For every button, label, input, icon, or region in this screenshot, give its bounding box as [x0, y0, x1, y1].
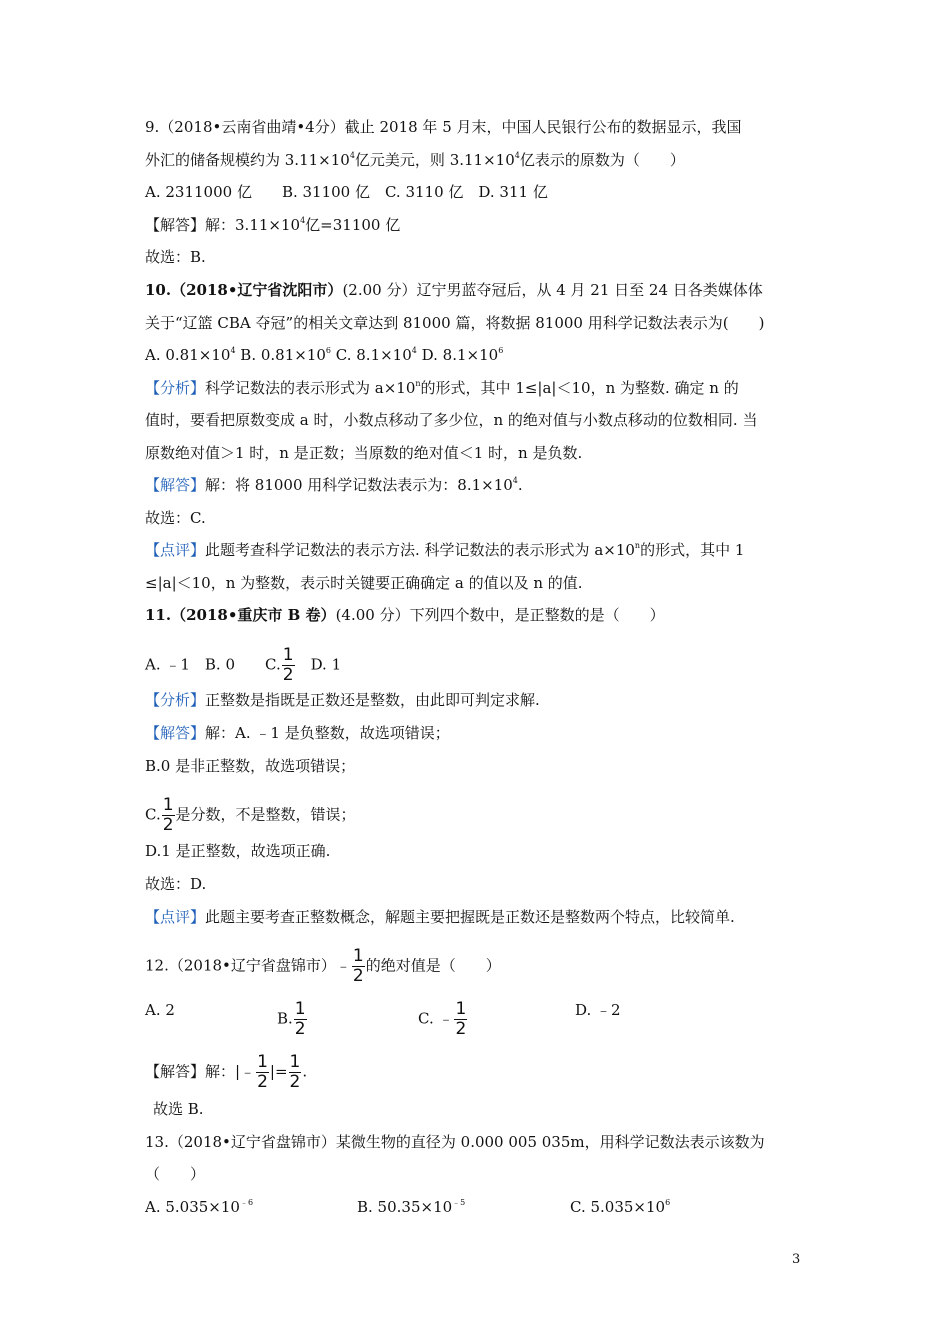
comment-tag: 【点评】: [145, 908, 206, 926]
comment-tag: 【点评】: [145, 541, 206, 559]
q10-stem-line1: 10.（2018•辽宁省沈阳市）(2.00 分）辽宁男蓝夺冠后，从 4 月 21 日至 24 日各类媒体体: [145, 281, 763, 299]
q12-option-b: B. $\frac{1}{2}$: [277, 999, 306, 1039]
q12-options: [145, 999, 810, 1039]
analysis-tag: 【分析】: [145, 379, 206, 397]
q9-stem-line2: 外汇的储备规模约为 $3.11\times 10^4$亿元美元，则 $3.11\times 10^4$亿表示的原数为（ ）: [145, 151, 685, 169]
fraction-one-half: $\frac{1}{2}$: [352, 946, 364, 986]
fraction-one-half: $\frac{1}{2}$: [282, 645, 294, 685]
q11-stem: 11.（2018•重庆市 B 卷）(4.00 分）下列四个数中，是正整数的是（ ）: [145, 606, 665, 624]
fraction-one-half: $\frac{1}{2}$: [162, 795, 174, 835]
fraction-one-half: $\frac{1}{2}$: [455, 999, 467, 1039]
q13-option-c: C. $5.035\times 10^6$: [570, 1198, 671, 1216]
q10-comment-line1: 【点评】此题考查科学记数法的表示方法. 科学记数法的表示形式为 $a\times 10^n$的形式，其中 1: [145, 541, 745, 559]
q12-option-a: A. 2: [145, 1001, 175, 1019]
q11-comment: 【点评】此题主要考查正整数概念，解题主要把握既是正数还是整数两个特点，比较简单.: [145, 908, 735, 926]
q9-choice: 故选：B.: [145, 248, 206, 266]
q9-stem-line1: 9.（2018•云南省曲靖•4分）截止 2018 年 5 月末，中国人民银行公布的数据显示，我国: [145, 118, 742, 136]
page-number: 3: [792, 1252, 801, 1267]
q10-analysis-line1: 【分析】科学记数法的表示形式为 $a\times 10^n$的形式，其中 1≤|a|＜10，n 为整数. 确定 n 的: [145, 379, 739, 397]
q12-option-d: D. ﹣2: [575, 1001, 621, 1019]
q12-stem: 12.（2018•辽宁省盘锦市）﹣ $\frac{1}{2}$ 的绝对值是（ ）: [145, 946, 501, 986]
q12-option-c: C. ﹣ $\frac{1}{2}$: [418, 999, 467, 1039]
q13-option-a: A. $5.035\times 10^{﹣6}$: [145, 1198, 254, 1216]
q12-answer: 【解答】解：|﹣ $\frac{1}{2}$ |= $\frac{1}{2}$ .: [145, 1052, 308, 1092]
q11-line-d: D.1 是正整数，故选项正确.: [145, 842, 331, 860]
q10-options: A. $0.81\times 10^4$ B. $0.81\times 10^6$ C. $8.1\times 10^4$ D. $8.1\times 10^6$: [145, 346, 504, 364]
q13-options: [145, 1197, 810, 1217]
q13-stem-line2: （ ）: [145, 1165, 206, 1183]
q12-choice: 故选 B.: [153, 1100, 204, 1118]
q9-options: A. 2311000 亿 B. 31100 亿 C. 3110 亿 D. 311 亿: [145, 183, 548, 201]
q11-line-c: C. $\frac{1}{2}$ 是分数，不是整数，错误；: [145, 795, 356, 835]
q10-analysis-line2: 值时，要看把原数变成 a 时，小数点移动了多少位，n 的绝对值与小数点移动的位数相同. 当: [145, 411, 758, 429]
q10-analysis-line3: 原数绝对值＞1 时，n 是正数；当原数的绝对值＜1 时，n 是负数.: [145, 444, 583, 462]
fraction-one-half: $\frac{1}{2}$: [289, 1052, 301, 1092]
fraction-one-half: $\frac{1}{2}$: [294, 999, 306, 1039]
q11-analysis: 【分析】正整数是指既是正数还是整数，由此即可判定求解.: [145, 691, 540, 709]
q10-stem-line2: 关于“辽篮 CBA 夺冠”的相关文章达到 81000 篇，将数据 81000 用科学记数法表示为( ): [145, 314, 765, 332]
q9-answer: 【解答】解：$3.11\times 10^4$亿=31100 亿: [145, 216, 401, 234]
q11-answer: 【解答】解：A. ﹣1 是负整数，故选项错误；: [145, 724, 450, 742]
answer-tag: 【解答】: [145, 724, 206, 742]
q11-choice: 故选：D.: [145, 875, 207, 893]
q10-choice: 故选：C.: [145, 509, 206, 527]
answer-tag: 【解答】: [145, 476, 206, 494]
q10-answer: 【解答】解：将 81000 用科学记数法表示为：$8.1\times 10^4$.: [145, 476, 523, 494]
fraction-one-half: $\frac{1}{2}$: [257, 1052, 268, 1092]
q13-option-b: B. $50.35\times 10^{﹣5}$: [357, 1198, 466, 1216]
analysis-tag: 【分析】: [145, 691, 206, 709]
q13-stem-line1: 13.（2018•辽宁省盘锦市）某微生物的直径为 0.000 005 035m，用科学记数法表示该数为: [145, 1133, 765, 1151]
q10-comment-line2: ≤|a|＜10，n 为整数，表示时关键要正确确定 a 的值以及 n 的值.: [145, 574, 583, 592]
q11-line-b: B.0 是非正整数，故选项错误；: [145, 757, 356, 775]
q11-options: A. ﹣1 B. 0 C. $\frac{1}{2}$ D. 1: [145, 645, 342, 685]
